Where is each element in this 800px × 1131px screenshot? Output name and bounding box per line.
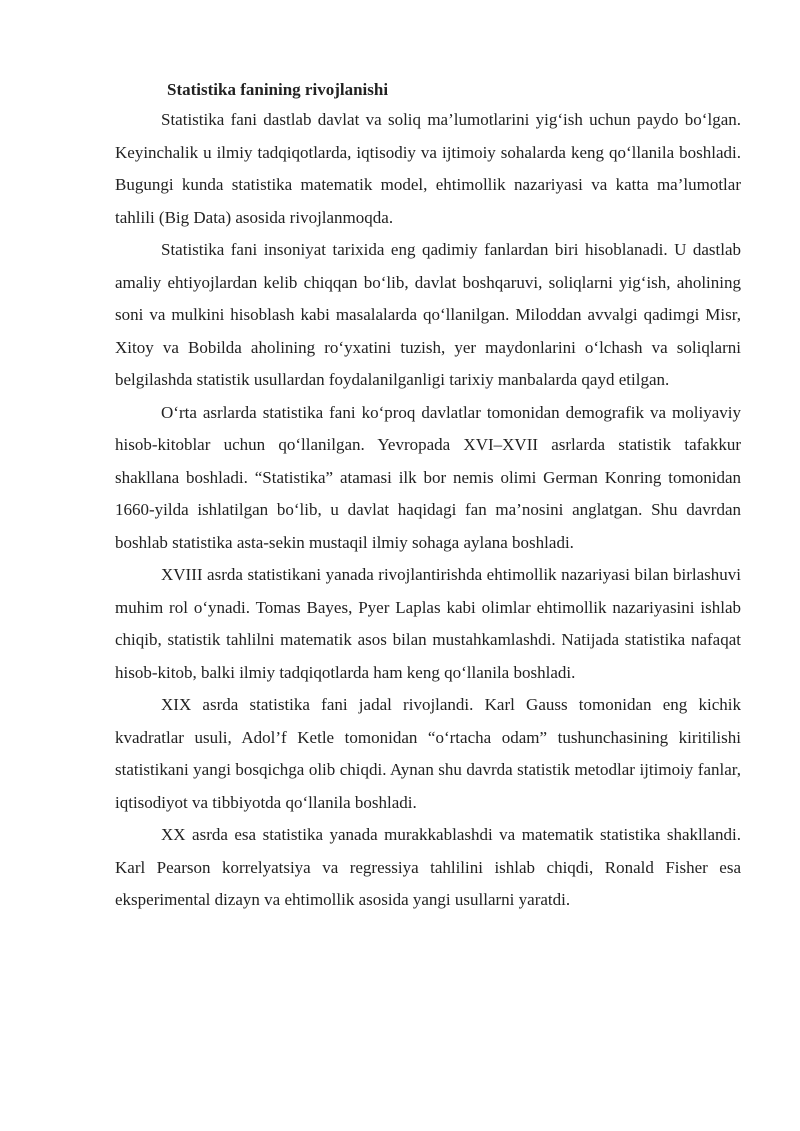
- document-title: Statistika fanining rivojlanishi: [167, 80, 389, 99]
- paragraph: XVIII asrda statistikani yanada rivojlantirishda ehtimollik nazariyasi bilan birlashuvi muhim rol o‘ynadi. Tomas Bayes, Pyer Laplas kabi olimlar ehtimollik nazariyasini ishlab chiqib, statistik tahlilni matematik asos bilan mustahkamlashdi. Natijada statistika nafaqat hisob-kitob, balki ilmiy tadqiqotlarda ham keng qo‘llanila boshladi.: [115, 565, 741, 682]
- document-page: [115, 76, 741, 917]
- paragraph: O‘rta asrlarda statistika fani ko‘proq davlatlar tomonidan demografik va moliyaviy hisob-kitoblar uchun qo‘llanilgan. Yevropada XVI–XVII asrlarda statistik tafakkur shakllana boshladi. “Statistika” atamasi ilk bor nemis olimi German Konring tomonidan 1660-yilda ishlatilgan bo‘lib, u davlat haqidagi fan ma’nosini anglatgan. Shu davrdan boshlab statistika asta-sekin mustaqil ilmiy sohaga aylana boshladi.: [115, 402, 741, 552]
- paragraph: XX asrda esa statistika yanada murakkablashdi va matematik statistika shakllandi. Karl Pearson korrelyatsiya va regressiya tahlilini ishlab chiqdi, Ronald Fisher esa eksperimental dizayn va ehtimollik asosida yangi usullarni yaratdi.: [115, 825, 741, 909]
- paragraph: XIX asrda statistika fani jadal rivojlandi. Karl Gauss tomonidan eng kichik kvadratlar usuli, Adol’f Ketle tomonidan “o‘rtacha odam” tushunchasining kiritilishi statistikani yangi bosqichga olib chiqdi. Aynan shu davrda statistik metodlar ijtimoiy fanlar, iqtisodiyot va tibbiyotda qo‘llanila boshladi.: [115, 695, 741, 812]
- paragraph: Statistika fani insoniyat tarixida eng qadimiy fanlardan biri hisoblanadi. U dastlab amaliy ehtiyojlardan kelib chiqqan bo‘lib, davlat boshqaruvi, soliqlarni yig‘ish, aholining soni va mulkini hisoblash kabi masalalarda qo‘llanilgan. Miloddan avvalgi qadimgi Misr, Xitoy va Bobilda aholining ro‘yxatini tuzish, yer maydonlarini o‘lchash va soliqlarni belgilashda statistik usullardan foydalanilganligi tarixiy manbalarda qayd etilgan.: [115, 240, 741, 389]
- paragraph: Statistika fani dastlab davlat va soliq ma’lumotlarini yig‘ish uchun paydo bo‘lgan. Keyinchalik u ilmiy tadqiqotlarda, iqtisodiy va ijtimoiy sohalarda keng qo‘llanila boshladi. Bugungi kunda statistika matematik model, ehtimollik nazariyasi va katta ma’lumotlar tahlili (Big Data) asosida rivojlanmoqda.: [115, 110, 741, 227]
